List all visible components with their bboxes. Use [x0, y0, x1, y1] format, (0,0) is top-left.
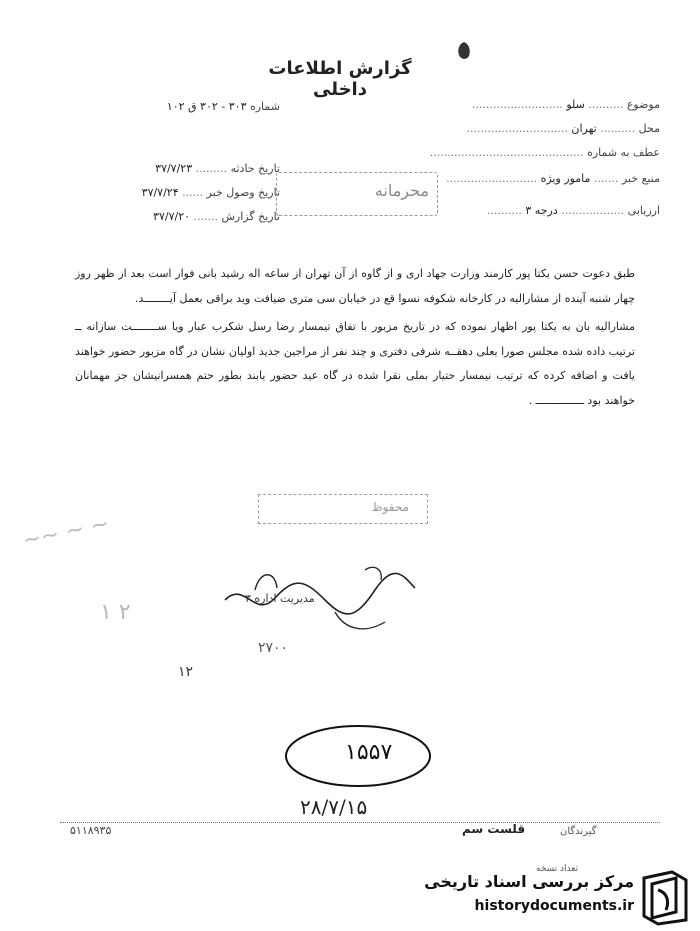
ink-speck [455, 40, 473, 62]
signature-mark [215, 560, 425, 650]
meta-reference: عطف به شماره ............................................ [429, 146, 660, 159]
archive-stamp: محفوظ [258, 494, 428, 524]
meta-number: شماره ۳۰۳ - ۳۰۲ ق ۱۰۲ [166, 100, 280, 113]
body-paragraph: مشاراليه بان به یکتا پور اظهار نموده که در تاريخ مزبور با تفاق تيمسار رضا رسل شکرب عبار ويا ســــــــت سازانه ــ ترتیب داده شده مجلس صورا بعلی دهقــه شرفی دفتری و چند نفر از مراجین جدید اولیان نشان در گاه مزبور حضور خواهند یافت و اضافه کرده که ترتیب نیمسار حتیار بملی نقرا شده در گاه عيد حضور يابند بطور حتم همسرانیشان جز مهمانان خواهند بود ـــــــــــــــ . [75, 320, 635, 407]
confidential-stamp: محرمانه [276, 172, 438, 216]
signature-note: مدیریت اداره ۳ [245, 592, 315, 605]
faint-handwriting: ~~ ~ ~ [20, 511, 112, 554]
meta-incident-date: تاریخ حادثه ......... ۳۷/۷/۲۳ [155, 162, 280, 175]
report-body [75, 262, 635, 413]
margin-reference: ۱۲ [178, 664, 194, 680]
footer-code: ۵۱۱۸۹۳۵ [70, 824, 112, 837]
body-paragraph: طبق دعوت حسن یکتا پور کارمند وزارت جهاد اری و از گاوه از آن تهران از ساعه اله رشید بانی فوار است بعد از ظهر روز چهار شنبه آینده از مشاراليه در کارخانه شکوفه نسوا قع در خیابان سی متری ضیافت وید براقی بعمل آیــــــــد. [75, 267, 635, 305]
book-icon [638, 868, 692, 926]
footer-divider [60, 822, 660, 823]
handwritten-date: ۲۸/۷/۱۵ [300, 795, 368, 819]
meta-source: منبع خبر ....... مامور ویژه .......................... [446, 172, 660, 185]
copies-label: تعداد نسخه [536, 864, 579, 874]
oval-number: ۱۵۵۷ [345, 740, 393, 765]
watermark-logo [410, 868, 696, 928]
meta-subject: موضوع .......... سلو .......................... [471, 98, 660, 111]
watermark-name-en: historydocuments.ir [474, 898, 634, 914]
footer-mid-label: قلست سم [462, 822, 526, 836]
faint-handwriting-2: ۱ ۲ [100, 600, 131, 625]
meta-report-date: تاریخ گزارش ....... ۳۷/۷/۲۰ [153, 210, 280, 223]
meta-rating: ارزیابی .................. درجه ۳ .......... [486, 204, 660, 217]
meta-received-date: تاریخ وصول خبر ...... ۳۷/۷/۲۴ [141, 186, 280, 199]
meta-location: محل .......... تهران ............................. [466, 122, 660, 135]
footer-recipients: گیرندگان [560, 826, 597, 837]
signature-number: ۲۷۰۰ [258, 640, 289, 656]
report-title: گزارش اطلاعات داخلی [268, 58, 412, 100]
watermark-name-fa: مرکز بررسی اسناد تاریخی [424, 872, 634, 891]
